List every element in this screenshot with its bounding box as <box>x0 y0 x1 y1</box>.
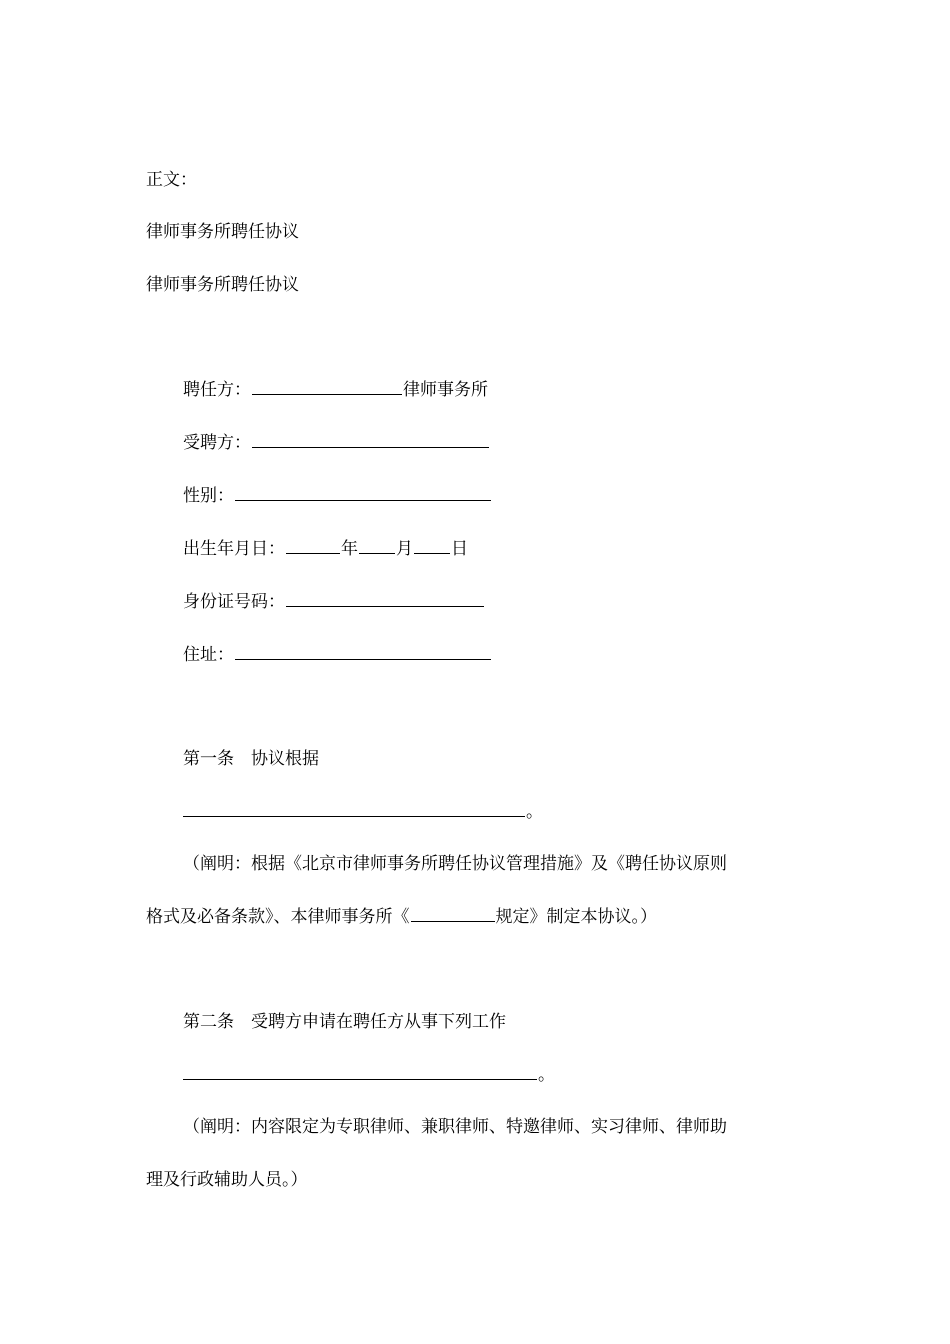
id-number-blank[interactable] <box>286 590 484 607</box>
employee-row <box>183 431 490 455</box>
document-title-repeat: 律师事务所聘任协议 <box>146 275 299 295</box>
article1-end-mark: 。 <box>526 802 543 822</box>
month-label: 月 <box>396 539 413 559</box>
employer-row <box>183 378 488 402</box>
id-number-label: 身份证号码： <box>183 592 285 612</box>
article1-note-part-b: 规定》制定本协议。） <box>495 907 657 927</box>
body-label: 正文： <box>146 170 197 190</box>
employee-blank[interactable] <box>252 431 489 448</box>
article1-regulation-blank[interactable] <box>411 905 495 922</box>
article1-note-part-a: 格式及必备条款》、本律师事务所《 <box>146 907 410 927</box>
employer-label: 聘任方： <box>183 380 251 400</box>
article2-fill-row <box>183 1063 555 1087</box>
year-label: 年 <box>341 539 358 559</box>
article1-fill-row <box>183 800 543 824</box>
employer-suffix: 律师事务所 <box>403 380 488 400</box>
article2-end-mark: 。 <box>538 1065 555 1085</box>
birthdate-label: 出生年月日： <box>183 539 285 559</box>
gender-row <box>183 484 492 508</box>
employer-blank[interactable] <box>252 378 402 395</box>
birth-month-blank[interactable] <box>359 537 395 554</box>
birth-year-blank[interactable] <box>286 537 340 554</box>
article2-heading: 第二条 受聘方申请在聘任方从事下列工作 <box>183 1012 506 1032</box>
article1-blank[interactable] <box>183 800 525 817</box>
gender-blank[interactable] <box>235 484 491 501</box>
address-blank[interactable] <box>235 643 491 660</box>
address-row <box>183 643 492 667</box>
document-title: 律师事务所聘任协议 <box>146 222 299 242</box>
article1-heading: 第一条 协议根据 <box>183 749 319 769</box>
birthdate-row <box>183 537 468 561</box>
article2-blank[interactable] <box>183 1063 537 1080</box>
article1-note-line2 <box>146 905 657 929</box>
day-label: 日 <box>451 539 468 559</box>
birth-day-blank[interactable] <box>414 537 450 554</box>
address-label: 住址： <box>183 645 234 665</box>
id-number-row <box>183 590 485 614</box>
employee-label: 受聘方： <box>183 433 251 453</box>
gender-label: 性别： <box>183 486 234 506</box>
article2-note-line1: （阐明：内容限定为专职律师、兼职律师、特邀律师、实习律师、律师助 <box>183 1117 727 1137</box>
article2-note-line2: 理及行政辅助人员。） <box>146 1170 308 1190</box>
article1-note-line1: （阐明：根据《北京市律师事务所聘任协议管理措施》及《聘任协议原则 <box>183 854 727 874</box>
